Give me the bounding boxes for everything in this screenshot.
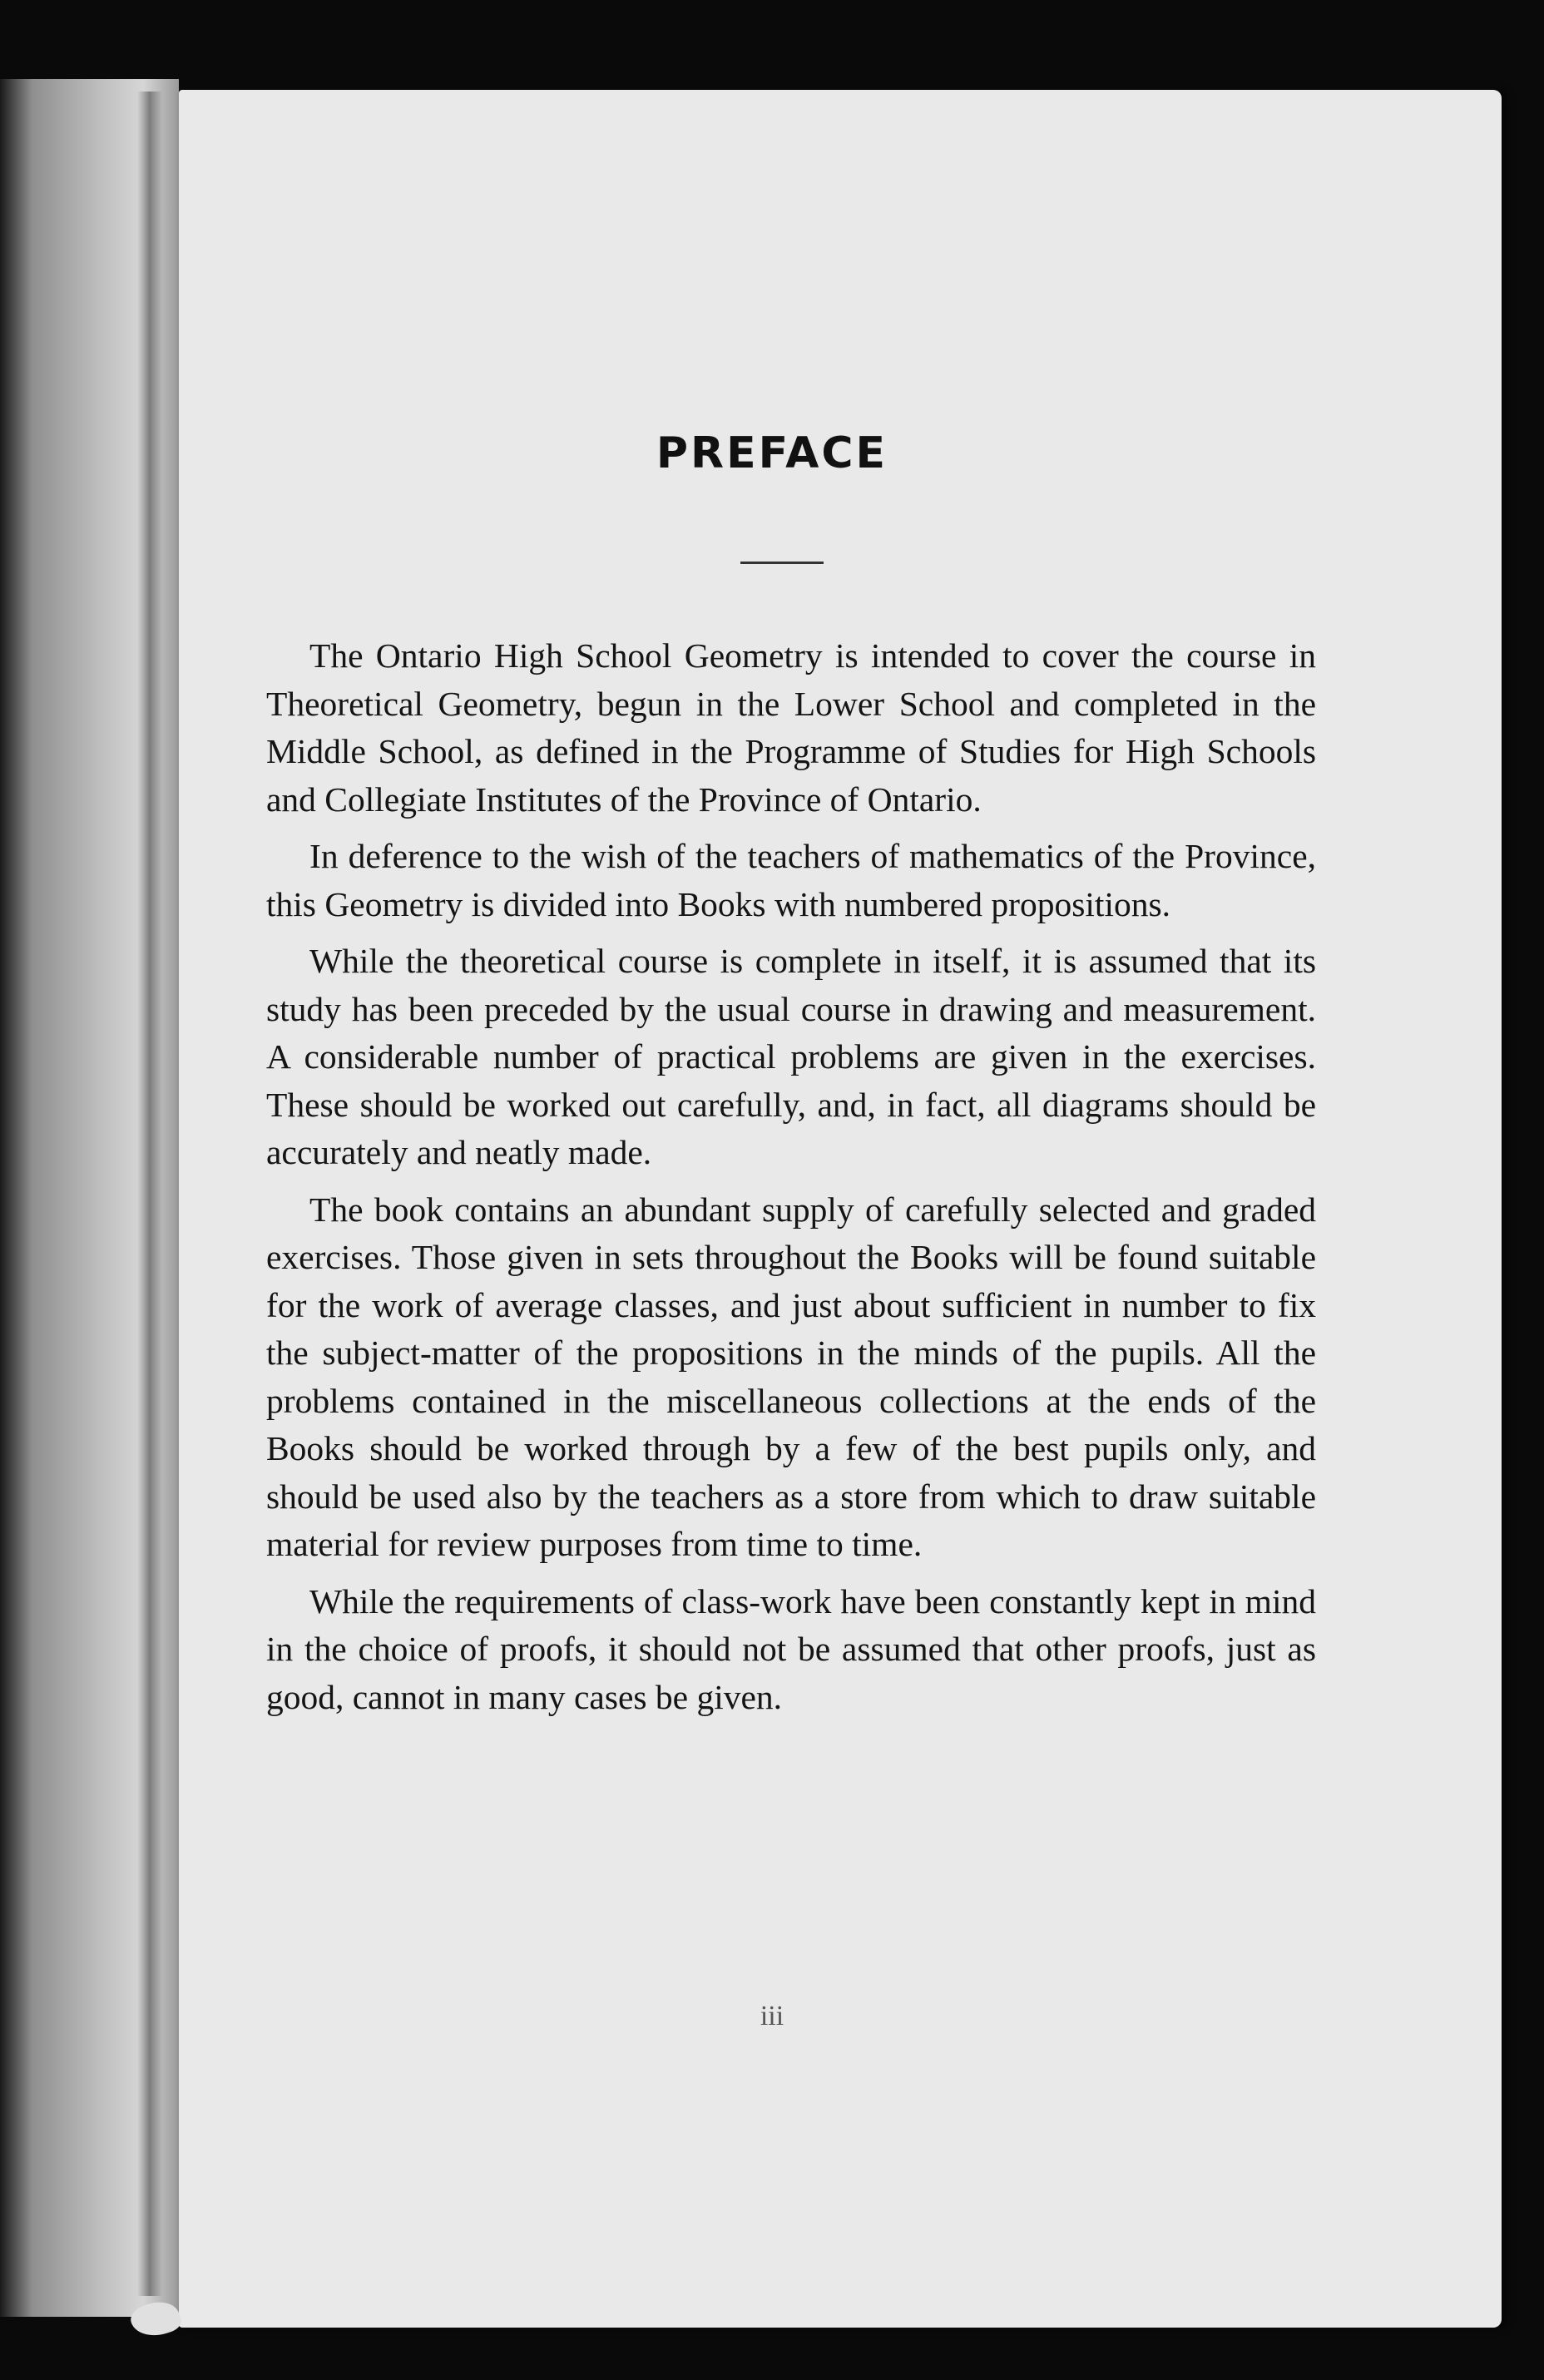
title-divider bbox=[740, 562, 824, 564]
paragraph: In deference to the wish of the teachers of mathematics of the Province, this Geometry is divided into Books with numbered propositions. bbox=[266, 837, 1316, 923]
gutter-shadow bbox=[137, 92, 162, 2296]
preface-body bbox=[266, 632, 1316, 1730]
paragraph: While the theoretical course is complete in itself, it is assumed that its study has been preceded by the usual course in drawing and measurement. A considerable number of practical problems are given in the exercises. These should be worked out carefully, and, in fact, all diagrams should be accurately and neatly made. bbox=[266, 942, 1316, 1171]
paragraph: The Ontario High School Geometry is intended to cover the course in Theoretical Geometry, begun in the Lower School and completed in the Middle School, as defined in the Programme of Studies for High Schools and Collegiate Institutes of the Province of Ontario. bbox=[266, 636, 1316, 819]
paragraph: The book contains an abundant supply of carefully selected and graded exercises. Those given in sets throughout the Books will be found suitable for the work of average classes, and just about sufficient in number to fix the subject-matter of the propositions in the minds of the pupils. All the problems contained in the miscellaneous collections at the ends of the Books should be worked through by a few of the best pupils only, and should be used also by the teachers as a store from which to draw suitable material for review purposes from time to time. bbox=[266, 1190, 1316, 1563]
paragraph: While the requirements of class-work have been constantly kept in mind in the choice of proofs, it should not be assumed that other proofs, just as good, cannot in many cases be given. bbox=[266, 1581, 1316, 1716]
page-number: iii bbox=[760, 2001, 784, 2031]
page-title: PREFACE bbox=[656, 428, 888, 478]
